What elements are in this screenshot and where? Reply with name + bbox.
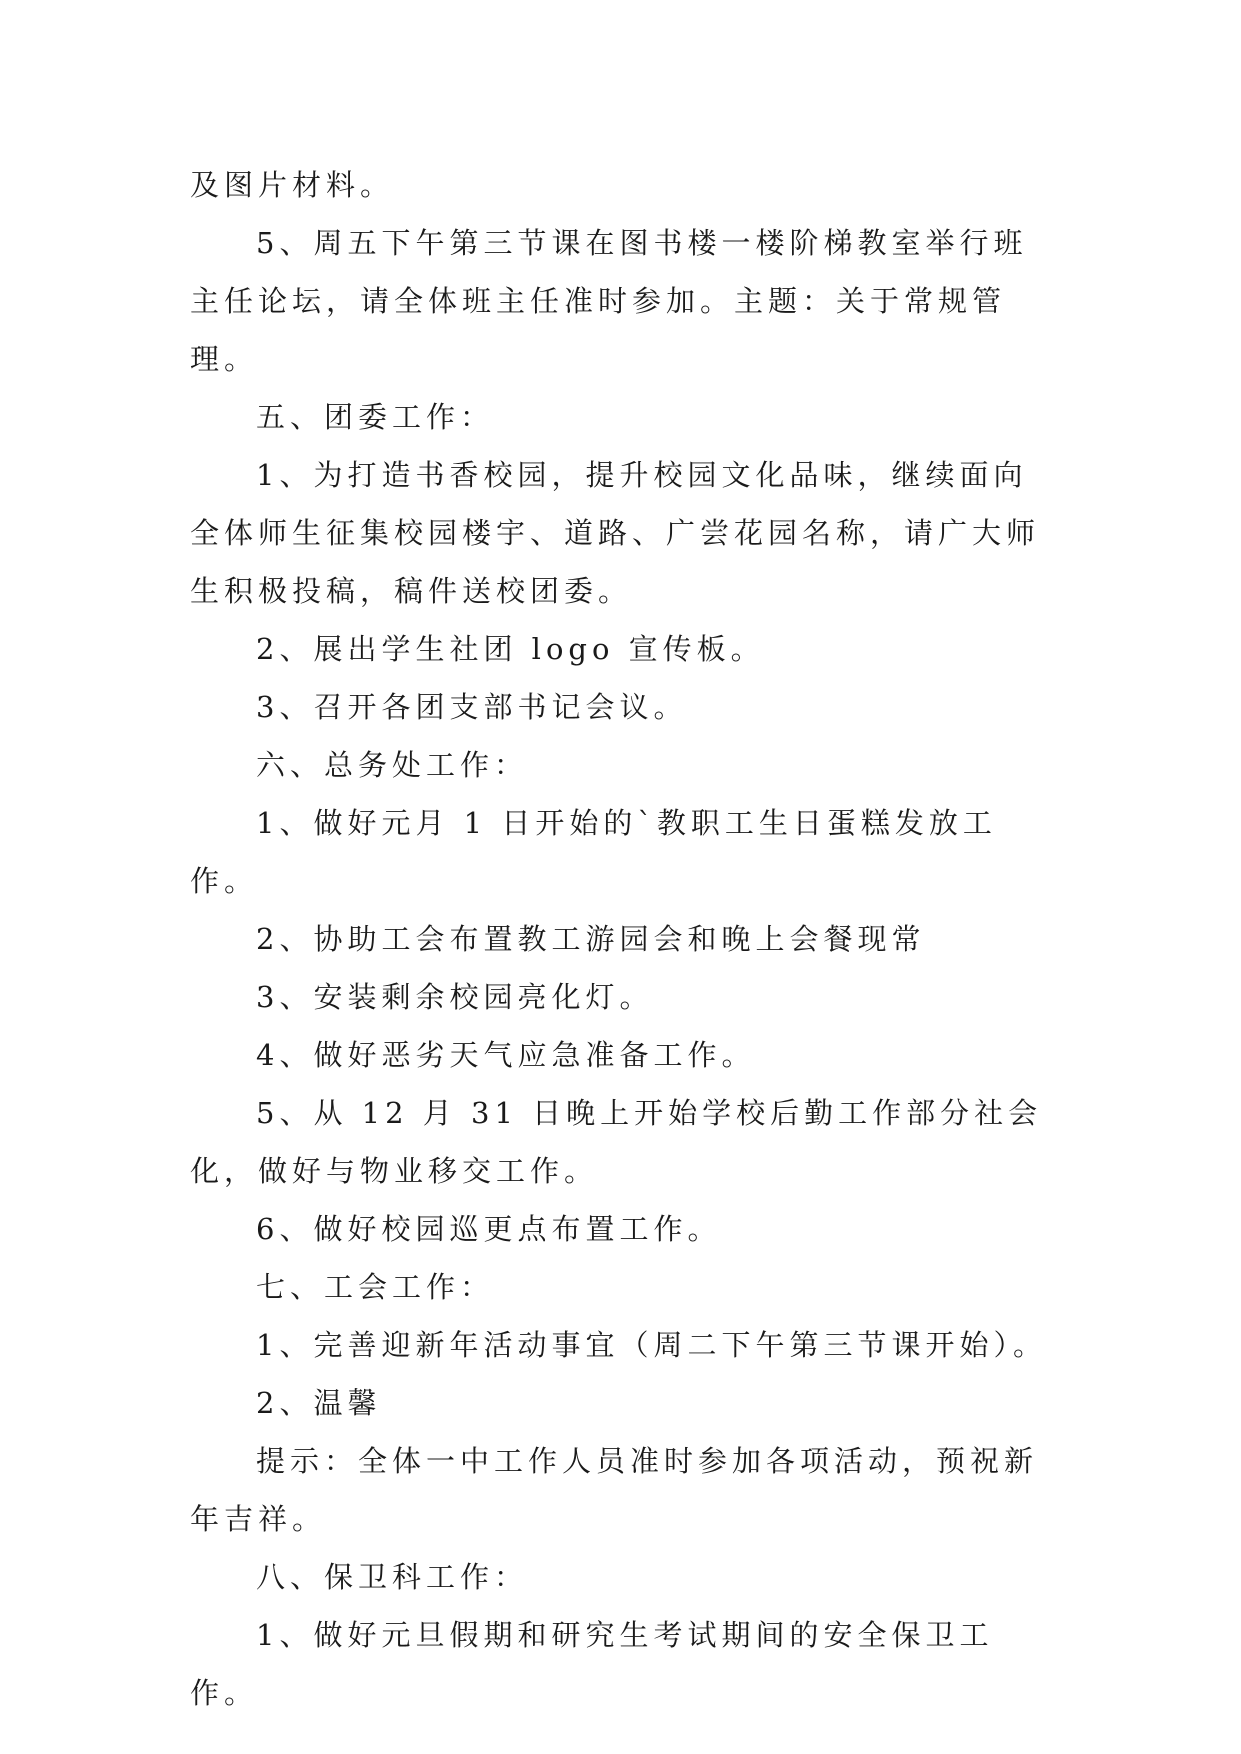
paragraph: 2、协助工会布置教工游园会和晚上会餐现常 [256, 922, 926, 956]
section-heading: 六、总务处工作： [256, 748, 529, 782]
paragraph: 6、做好校园巡更点布置工作。 [256, 1212, 722, 1246]
paragraph: 1、完善迎新年活动事宜（周二下午第三节课开始）。 [256, 1328, 1047, 1362]
paragraph: 3、召开各团支部书记会议。 [256, 690, 688, 724]
paragraph: 2、温馨 [256, 1386, 382, 1420]
section-heading: 八、保卫科工作： [256, 1560, 529, 1594]
paragraph: 1、为打造书香校园，提升校园文化品味，继续面向全体师生征集校园楼宇、道路、广尝花园名称，请广大师生积极投稿，稿件送校团委。 [190, 458, 1041, 608]
paragraph: 提示：全体一中工作人员准时参加各项活动，预祝新年吉祥。 [190, 1444, 1039, 1536]
paragraph: 4、做好恶劣天气应急准备工作。 [256, 1038, 756, 1072]
paragraph: 3、安装剩余校园亮化灯。 [256, 980, 654, 1014]
paragraph: 5、周五下午第三节课在图书楼一楼阶梯教室举行班主任论坛，请全体班主任准时参加。主题：关于常规管理。 [190, 226, 1028, 376]
document-body [190, 156, 1060, 1722]
paragraph: 及图片材料。 [190, 168, 395, 202]
paragraph: 1、做好元月 1 日开始的`教职工生日蛋糕发放工作。 [190, 806, 997, 898]
section-heading: 七、工会工作： [256, 1270, 495, 1304]
section-heading: 五、团委工作： [256, 400, 495, 434]
paragraph: 2、展出学生社团 logo 宣传板。 [256, 632, 765, 666]
paragraph: 1、做好元旦假期和研究生考试期间的安全保卫工作。 [190, 1618, 994, 1710]
paragraph: 5、从 12 月 31 日晚上开始学校后勤工作部分社会化，做好与物业移交工作。 [190, 1096, 1043, 1188]
